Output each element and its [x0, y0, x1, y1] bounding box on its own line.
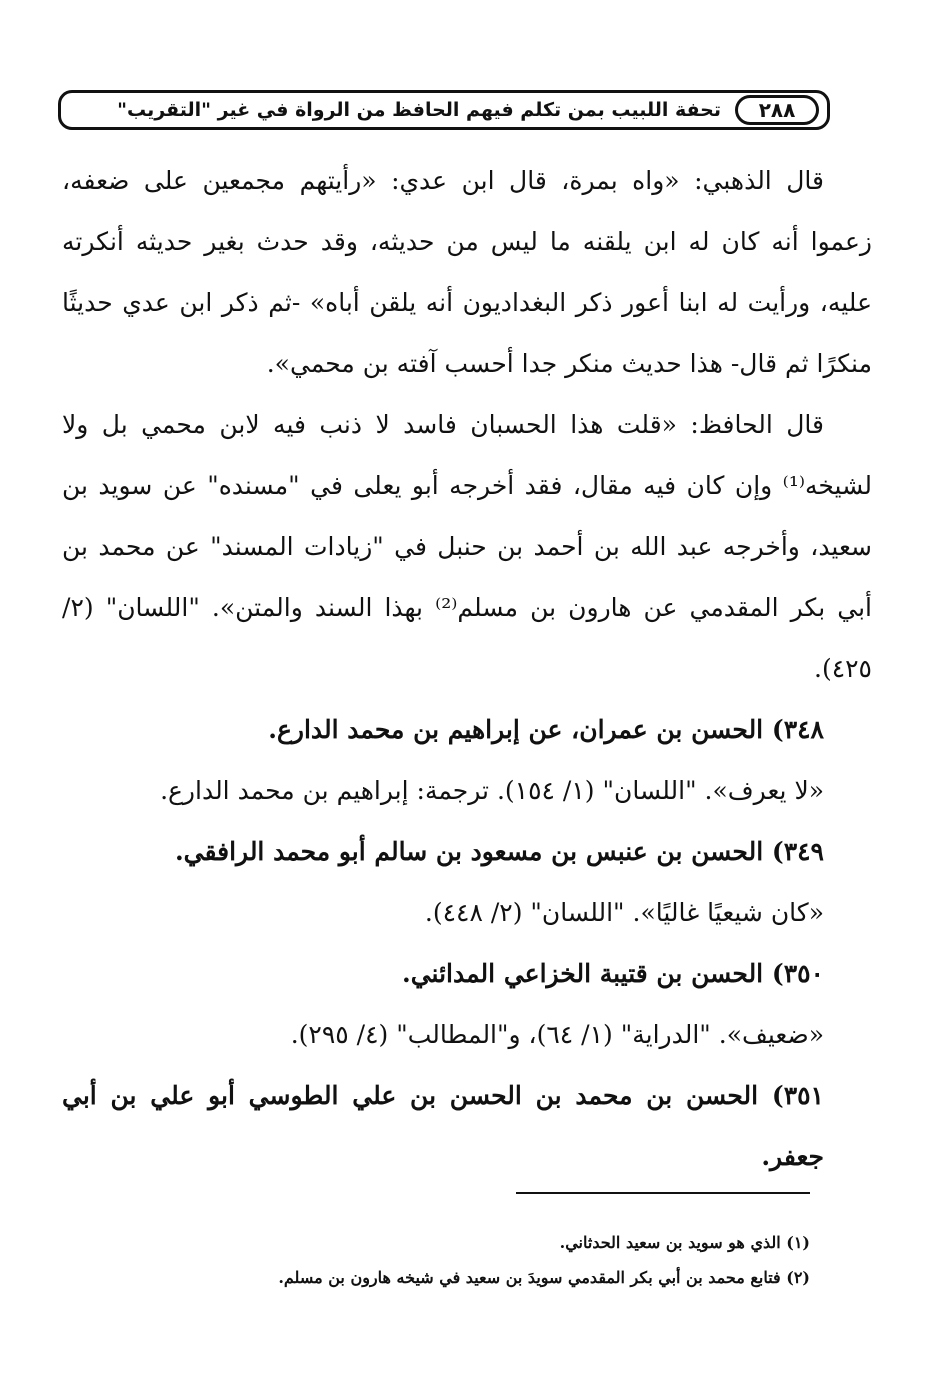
entry-note: «لا يعرف». "اللسان" (١/ ١٥٤). ترجمة: إبراهيم بن محمد الدارع.	[160, 776, 824, 805]
entry-name: الحسن بن عنبس بن مسعود بن سالم أبو محمد الرافقي.	[174, 837, 764, 866]
footnote-separator	[516, 1192, 810, 1194]
running-header	[58, 90, 830, 130]
paragraph-dhahabi: قال الذهبي: «واه بمرة، قال ابن عدي: «رأيتهم مجمعين على ضعفه، زعموا أنه كان له ابن يلقنه ما ليس من حديثه، وقد حدث بغير حديثه أنكرته عليه، ورأيت له ابنا أعور ذكر البغداديون أنه يلقن أباه» -ثم ذكر ابن عدي حديثًا منكرًا ثم قال- هذا حديث منكر جدا أحسب آفته بن محمي».	[62, 166, 872, 378]
entry-348	[62, 699, 872, 760]
entry-number: ٣٤٩)	[771, 837, 824, 866]
main-text	[62, 150, 872, 1187]
entry-note: «كان شيعيًا غاليًا». "اللسان" (٢/ ٤٤٨).	[424, 898, 824, 927]
paragraph-hafiz: قال الحافظ: «قلت هذا الحسبان فاسد لا ذنب فيه لابن محمي بل ولا لشيخه⁽¹⁾ وإن كان فيه مقال، فقد أخرجه أبو يعلى في "مسنده" عن سويد بن سعيد، وأخرجه عبد الله بن أحمد بن حنبل في "زيادات المسند" عن محمد بن أبي بكر المقدمي عن هارون بن مسلم⁽²⁾ بهذا السند والمتن». "اللسان" (٢/ ٤٢٥).	[62, 410, 872, 683]
entry-name: الحسن بن محمد بن الحسن بن علي الطوسي أبو علي بن أبي جعفر.	[62, 1081, 824, 1171]
entry-note: «ضعيف». "الدراية" (١/ ٦٤)، و"المطالب" (٤/ ٢٩٥).	[290, 1020, 824, 1049]
entry-number: ٣٥١)	[771, 1081, 824, 1110]
entry-350	[62, 943, 872, 1004]
entry-number: ٣٥٠)	[771, 959, 824, 988]
entry-number: ٣٤٨)	[771, 715, 824, 744]
entry-351	[62, 1065, 872, 1187]
page-number: ٢٨٨	[735, 95, 819, 125]
entry-349	[62, 821, 872, 882]
running-title: تحفة اللبيب بمن تكلم فيهم الحافظ من الرواة في غير "التقريب"	[117, 99, 721, 121]
entry-name: الحسن بن قتيبة الخزاعي المدائني.	[401, 959, 764, 988]
entry-name: الحسن بن عمران، عن إبراهيم بن محمد الدارع.	[268, 715, 764, 744]
footnotes	[100, 1225, 810, 1295]
footnote-2: (٢) فتابع محمد بن أبي بكر المقدمي سويدَ بن سعيد في شيخه هارون بن مسلم.	[278, 1268, 810, 1287]
footnote-1: (١) الذي هو سويد بن سعيد الحدثاني.	[559, 1233, 810, 1252]
